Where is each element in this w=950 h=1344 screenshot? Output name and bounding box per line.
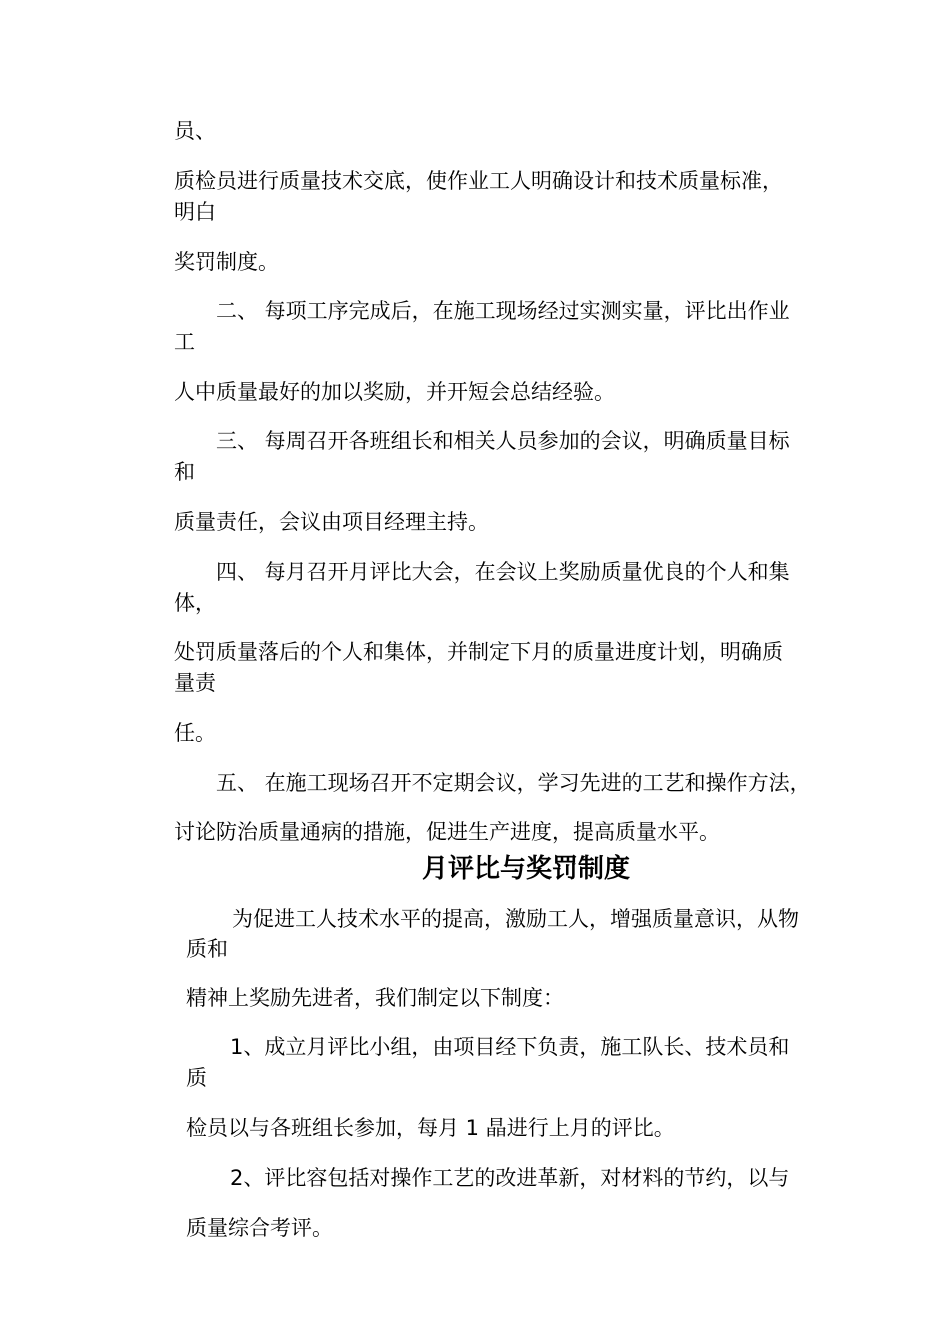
paragraph-line: 和 xyxy=(174,460,195,484)
paragraph-line: 五、 在施工现场召开不定期会议，学习先进的工艺和操作方法， xyxy=(216,771,811,795)
paragraph-line: 量责 xyxy=(174,671,216,695)
paragraph-line: 二、 每项工序完成后，在施工现场经过实测实量，评比出作业 xyxy=(216,299,790,323)
paragraph-line: 质检员进行质量技术交底，使作业工人明确设计和技术质量标准， xyxy=(174,169,783,193)
paragraph-line: 讨论防治质量通病的措施，促进生产进度，提高质量水平。 xyxy=(174,820,720,844)
paragraph-line: 任。 xyxy=(174,721,216,745)
paragraph-line: 检员以与各班组长参加，每月 1 晶进行上月的评比。 xyxy=(186,1116,675,1140)
paragraph-line: 奖罚制度。 xyxy=(174,250,279,274)
paragraph-line: 工 xyxy=(174,330,195,354)
paragraph-line: 精神上奖励先进者，我们制定以下制度： xyxy=(186,986,564,1010)
paragraph-line: 员、 xyxy=(174,119,216,143)
paragraph-line: 人中质量最好的加以奖励，并开短会总结经验。 xyxy=(174,380,615,404)
paragraph-line: 2、评比容包括对操作工艺的改进革新，对材料的节约，以与 xyxy=(230,1166,790,1190)
paragraph-line: 三、 每周召开各班组长和相关人员参加的会议，明确质量目标 xyxy=(216,429,790,453)
paragraph-line: 为促进工人技术水平的提高，激励工人，增强质量意识，从物 xyxy=(232,907,799,931)
paragraph-line: 处罚质量落后的个人和集体，并制定下月的质量进度计划，明确质 xyxy=(174,640,783,664)
section-title: 月评比与奖罚制度 xyxy=(422,854,631,884)
paragraph-line: 1、成立月评比小组，由项目经下负责，施工队长、技术员和 xyxy=(230,1035,790,1059)
paragraph-line: 体， xyxy=(174,591,216,615)
paragraph-line: 四、 每月召开月评比大会，在会议上奖励质量优良的个人和集 xyxy=(216,560,790,584)
paragraph-line: 质和 xyxy=(186,937,228,961)
paragraph-line: 质量综合考评。 xyxy=(186,1216,333,1240)
paragraph-line: 质量责任，会议由项目经理主持。 xyxy=(174,510,489,534)
paragraph-line: 质 xyxy=(186,1066,207,1090)
paragraph-line: 明白 xyxy=(174,200,216,224)
